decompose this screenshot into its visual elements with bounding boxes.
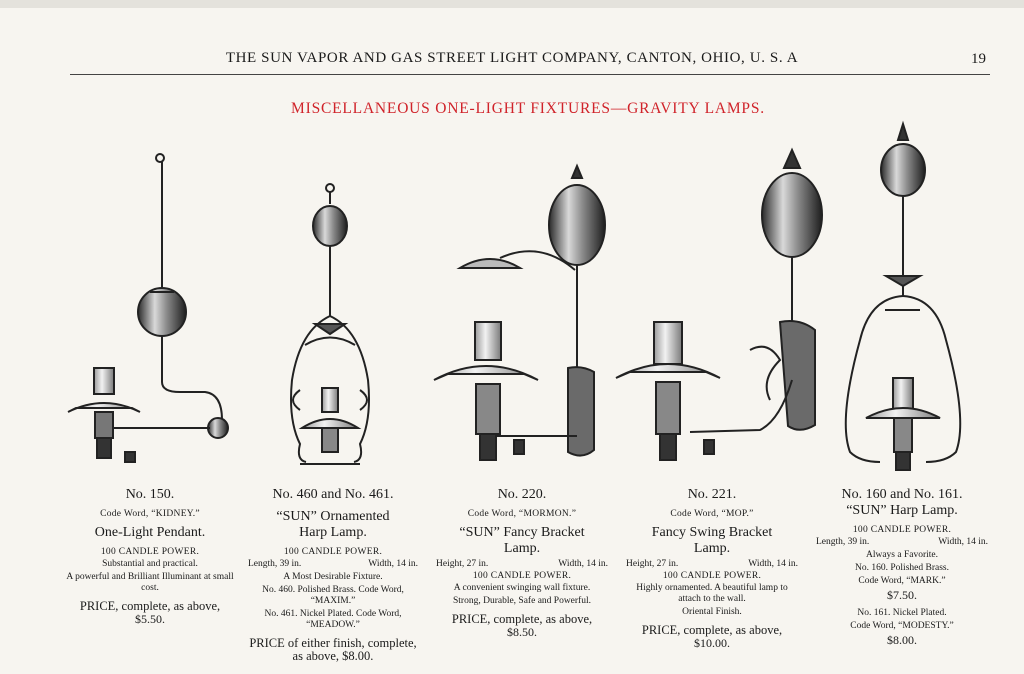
price-amount: $7.50. <box>887 588 917 602</box>
description-line: A convenient swinging wall fixture. <box>453 583 591 593</box>
candle-power: 100 CANDLE POWER. <box>472 571 572 581</box>
code-word: Code Word, “MORMON.” <box>467 509 577 519</box>
price-amount: $8.50. <box>507 625 537 639</box>
product-name: Lamp. <box>693 541 731 556</box>
page-header: THE SUN VAPOR AND GAS STREET LIGHT COMPANY, CANTON, OHIO, U. S. A <box>225 50 799 66</box>
description-line: Highly ornamented. A beautiful lamp to attach to the wall. <box>636 583 788 604</box>
code-word: Code Word, “MOP.” <box>670 509 754 519</box>
product-name: Harp Lamp. <box>299 525 367 540</box>
product-160 <box>816 487 988 647</box>
dimensions <box>626 559 798 570</box>
section-title: MISCELLANEOUS ONE-LIGHT FIXTURES—GRAVITY LAMPS. <box>291 100 765 117</box>
width: Width, 14 in. <box>748 559 798 569</box>
price-label: PRICE of either finish, complete, as above, $8.00. <box>249 636 417 663</box>
description-line: Substantial and practical. <box>102 559 198 569</box>
product-number: No. 160 and No. 161. <box>841 487 963 502</box>
height: Height, 27 in. <box>436 559 489 569</box>
height: Height, 27 in. <box>626 559 679 569</box>
tagline: A Most Desirable Fixture. <box>283 572 383 582</box>
description-line: Oriental Finish. <box>682 607 742 617</box>
product-number: No. 150. <box>125 487 175 502</box>
length: Length, 39 in. <box>816 537 870 547</box>
product-name: “SUN” Ornamented <box>276 509 390 524</box>
product-150 <box>60 487 240 626</box>
candle-power: 100 CANDLE POWER. <box>852 525 952 535</box>
dimensions <box>436 559 608 570</box>
product-name: One-Light Pendant. <box>94 525 206 540</box>
lamp-221-illustration <box>616 150 822 460</box>
product-221 <box>626 487 798 650</box>
price-label: PRICE, complete, as above, <box>79 599 221 613</box>
price-label: PRICE, complete, as above, <box>451 612 593 626</box>
price-amount: $10.00. <box>694 636 730 650</box>
product-name: “SUN” Fancy Bracket <box>459 525 585 540</box>
product-number: No. 221. <box>687 487 737 502</box>
variant-161: No. 161. Nickel Plated. <box>857 608 947 618</box>
product-220 <box>436 487 608 639</box>
description-line: Strong, Durable, Safe and Powerful. <box>453 596 591 606</box>
length: Length, 39 in. <box>248 559 302 569</box>
candle-power: 100 CANDLE POWER. <box>283 547 383 557</box>
product-number: No. 460 and No. 461. <box>272 487 394 502</box>
page-number: 19 <box>971 51 986 67</box>
price-amount: $8.00. <box>887 633 917 647</box>
dimensions <box>816 537 988 548</box>
description-line: A powerful and Brilliant Illuminant at small cost. <box>66 572 234 593</box>
product-number: No. 220. <box>497 487 547 502</box>
dimensions <box>248 559 418 570</box>
width: Width, 14 in. <box>368 559 418 569</box>
variant-160: No. 160. Polished Brass. <box>855 563 949 573</box>
lamp-460-illustration <box>291 184 369 464</box>
price-label: PRICE, complete, as above, <box>641 623 783 637</box>
product-460 <box>248 487 418 663</box>
product-name: “SUN” Harp Lamp. <box>846 503 958 518</box>
price-amount: $5.50. <box>135 612 165 626</box>
tagline: Always a Favorite. <box>865 550 939 560</box>
code-word: Code Word, “MARK.” <box>858 576 946 586</box>
lamp-220-illustration <box>434 166 605 460</box>
variant-460: No. 460. Polished Brass. Code Word, “MAXIM.” <box>262 585 404 606</box>
code-word: Code Word, “KIDNEY.” <box>100 509 200 519</box>
candle-power: 100 CANDLE POWER. <box>100 547 200 557</box>
product-name: Fancy Swing Bracket <box>651 525 773 540</box>
lamp-160-illustration <box>846 124 960 470</box>
product-name: Lamp. <box>503 541 541 556</box>
lamp-150-illustration <box>68 154 228 462</box>
width: Width, 14 in. <box>938 537 988 547</box>
candle-power: 100 CANDLE POWER. <box>662 571 762 581</box>
code-word: Code Word, “MODESTY.” <box>850 621 954 631</box>
variant-461: No. 461. Nickel Plated. Code Word, “MEADOW.” <box>264 609 402 630</box>
width: Width, 14 in. <box>558 559 608 569</box>
